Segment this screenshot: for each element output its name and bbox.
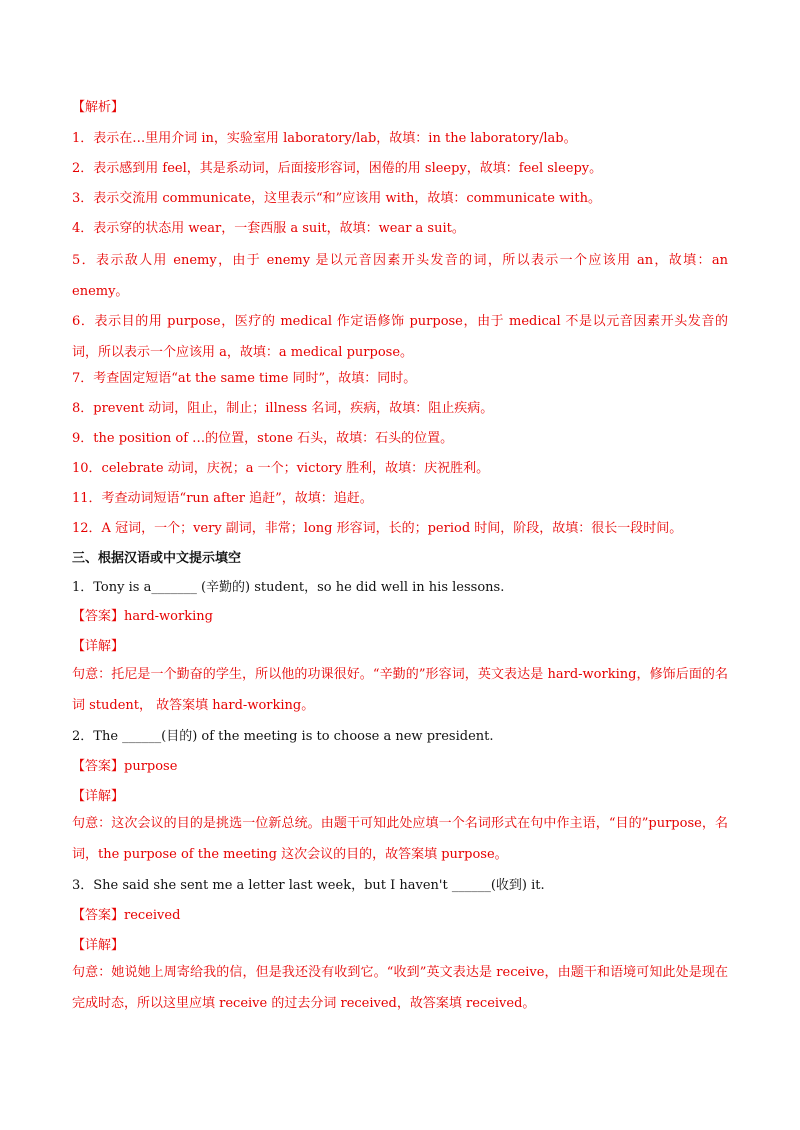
analysis-header: 【解析】 — [72, 100, 125, 115]
answer-1: 【答案】hard-working — [72, 609, 213, 624]
explanation-1: 句意：托尼是一个勤奋的学生，所以他的功课很好。“辛勤的”形容词，英文表达是 hard-working，修饰后面的名词 student， 故答案填 hard-working。 — [72, 667, 728, 713]
analysis-item-11: 11．考查动词短语“run after 追赶”，故填：追赶。 — [72, 491, 373, 506]
detail-label-1: 【详解】 — [72, 639, 125, 654]
question-2: 2．The ______(目的) of the meeting is to choose a new president. — [72, 729, 494, 744]
analysis-item-2: 2．表示感到用 feel，其是系动词，后面接形容词，困倦的用 sleepy，故填：feel sleepy。 — [72, 161, 603, 176]
explanation-2: 句意：这次会议的目的是挑选一位新总统。由题干可知此处应填一个名词形式在句中作主语，“目的”purpose，名词，the purpose of the meeting 这次会议的目的，故答案填 purpose。 — [72, 816, 728, 862]
analysis-item-3: 3．表示交流用 communicate，这里表示“和”应该用 with，故填：communicate with。 — [72, 191, 601, 206]
analysis-item-10: 10．celebrate 动词，庆祝；a 一个；victory 胜利，故填：庆祝胜利。 — [72, 461, 490, 476]
analysis-item-5: 5．表示敌人用 enemy，由于 enemy 是以元音因素开头发音的词，所以表示一个应该用 an，故填：an enemy。 — [72, 253, 728, 299]
analysis-item-9: 9．the position of …的位置，stone 石头，故填：石头的位置。 — [72, 431, 454, 446]
analysis-item-6: 6．表示目的用 purpose，医疗的 medical 作定语修饰 purpose，由于 medical 不是以元音因素开头发音的词，所以表示一个应该用 a，故填：a medical purpose。 — [72, 314, 728, 360]
explanation-3: 句意：她说她上周寄给我的信，但是我还没有收到它。“收到”英文表达是 receive，由题干和语境可知此处是现在完成时态，所以这里应填 receive 的过去分词 received，故答案填 received。 — [72, 965, 728, 1011]
section-title: 三、根据汉语或中文提示填空 — [72, 551, 242, 566]
answer-2: 【答案】purpose — [72, 759, 178, 774]
analysis-item-8: 8．prevent 动词，阻止，制止；illness 名词，疾病，故填：阻止疾病。 — [72, 401, 494, 416]
question-1: 1．Tony is a_______ (辛勤的) student，so he did well in his lessons. — [72, 580, 505, 595]
detail-label-2: 【详解】 — [72, 789, 125, 804]
detail-label-3: 【详解】 — [72, 938, 125, 953]
analysis-item-12: 12．A 冠词，一个；very 副词，非常；long 形容词，长的；period 时间，阶段，故填：很长一段时间。 — [72, 521, 683, 536]
answer-3: 【答案】received — [72, 908, 181, 923]
analysis-item-4: 4．表示穿的状态用 wear，一套西服 a suit，故填：wear a suit。 — [72, 221, 465, 236]
analysis-item-1: 1．表示在…里用介词 in，实验室用 laboratory/lab，故填：in the laboratory/lab。 — [72, 131, 577, 146]
question-3: 3．She said she sent me a letter last week，but I haven't ______(收到) it. — [72, 878, 545, 893]
analysis-item-7: 7．考查固定短语“at the same time 同时”，故填：同时。 — [72, 371, 417, 386]
